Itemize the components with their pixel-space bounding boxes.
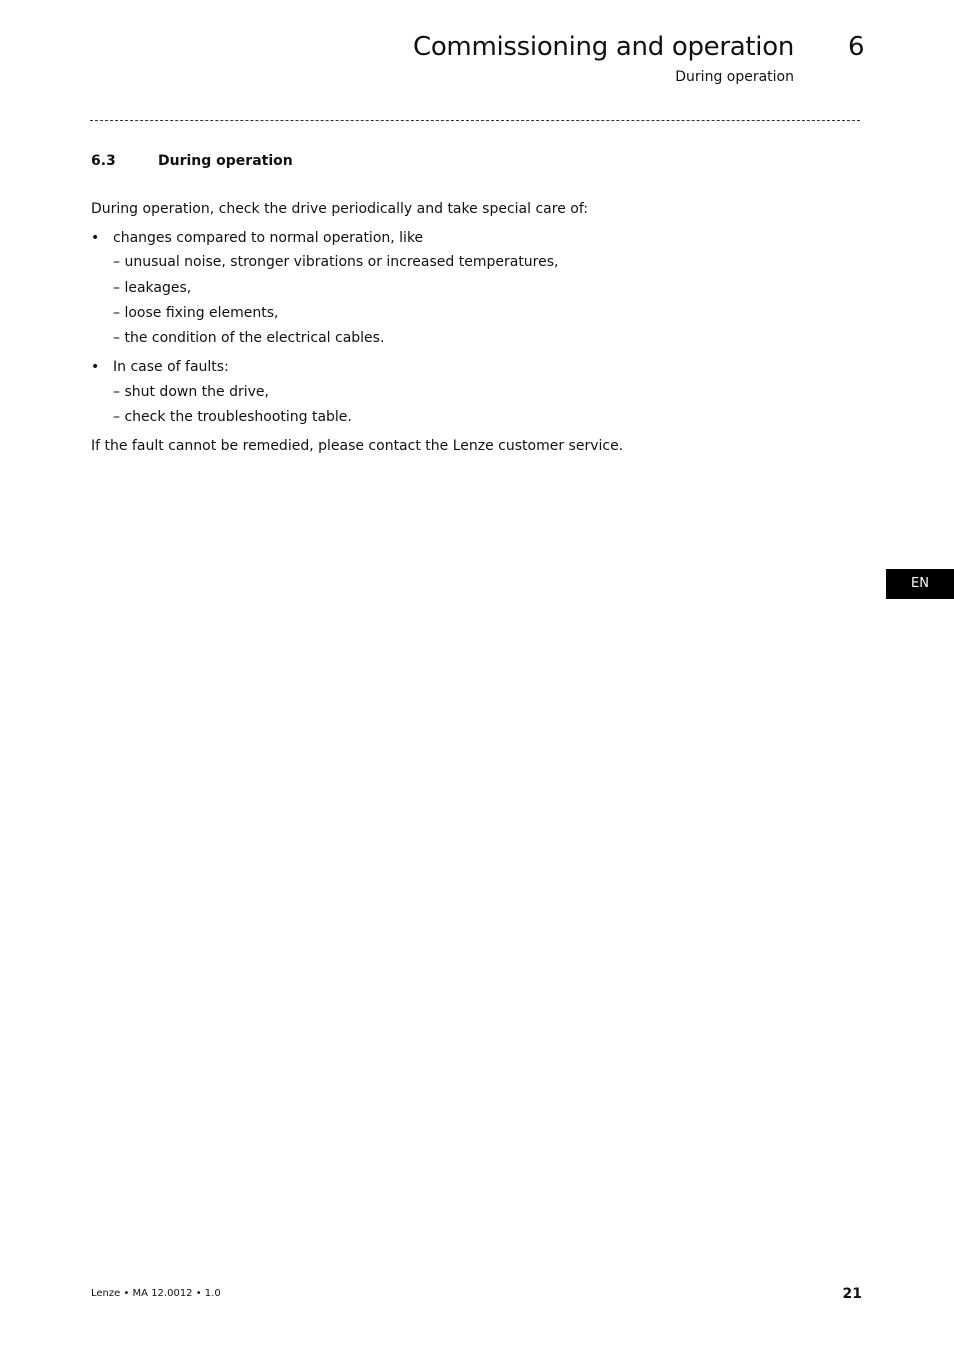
sub-item: – shut down the drive, [113, 384, 269, 400]
chapter-title: Commissioning and operation [412, 32, 794, 62]
bullet-item-faults: In case of faults: [113, 359, 229, 375]
chapter-number: 6 [848, 32, 865, 62]
intro-paragraph: During operation, check the drive periodically and take special care of: [91, 201, 588, 217]
language-tab: EN [886, 569, 954, 599]
bullet-marker: • [91, 230, 100, 246]
closing-paragraph: If the fault cannot be remedied, please contact the Lenze customer service. [91, 438, 624, 454]
chapter-subtitle: During operation [675, 69, 794, 85]
sub-item: – loose fixing elements, [113, 305, 279, 321]
header-divider [90, 120, 860, 121]
sub-item: – the condition of the electrical cables. [113, 330, 385, 346]
sub-item: – check the troubleshooting table. [113, 409, 352, 425]
sub-item: – unusual noise, stronger vibrations or increased temperatures, [113, 254, 559, 270]
page-number: 21 [842, 1286, 862, 1302]
bullet-marker: • [91, 359, 100, 375]
footer-doc-info: Lenze • MA 12.0012 • 1.0 [91, 1288, 221, 1299]
sub-item: – leakages, [113, 280, 192, 296]
section-number: 6.3 [91, 153, 116, 169]
section-title: During operation [158, 153, 293, 169]
bullet-item-changes: changes compared to normal operation, like [113, 230, 424, 246]
